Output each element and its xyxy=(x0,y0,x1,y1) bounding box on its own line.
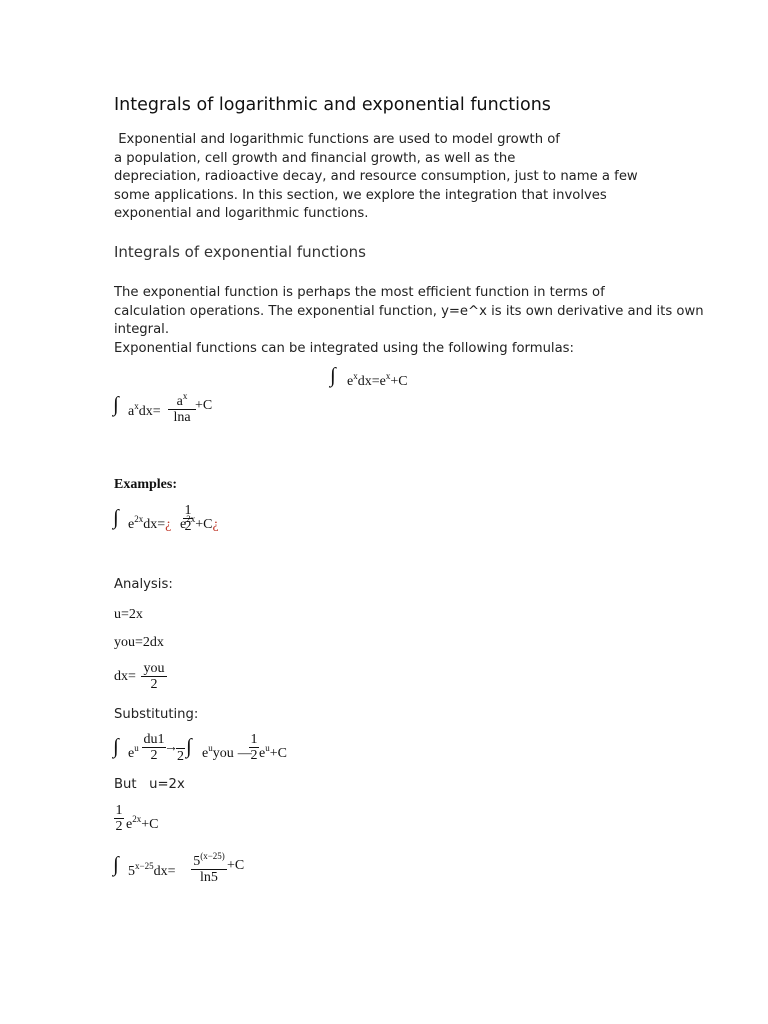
step-u: u=2x xyxy=(114,607,143,622)
fraction: $\frac{1}{2}$ xyxy=(184,503,192,534)
fraction: $\frac{5^{(x-25)}}{\ln 5}$ xyxy=(191,849,227,885)
section-line: integral. xyxy=(114,322,170,337)
step-dx-lhs: dx= xyxy=(114,669,136,684)
fraction: you 2 xyxy=(141,661,167,692)
section-line: Exponential functions can be integrated using the following formulas: xyxy=(114,340,574,356)
formula-ex-expression: $e^xdx=e^x+C$ xyxy=(347,371,408,389)
section-line: calculation operations. The exponential function, y=e^x is its own derivative and its own xyxy=(114,303,704,319)
examples-label: Examples: xyxy=(114,477,177,492)
fraction: 2 xyxy=(177,749,184,764)
integral-sign: ∫ xyxy=(113,734,119,758)
sub-rhs: $e^u+C$ xyxy=(259,743,287,761)
formula-ax-rhs: +C xyxy=(195,398,213,413)
intro-line: depreciation, radioactive decay, and resource consumption, just to name a few xyxy=(114,169,638,184)
integral-sign: ∫ xyxy=(330,363,336,387)
intro-line: some applications. In this section, we explore the integration that involves xyxy=(114,187,607,203)
section-heading: Integrals of exponential functions xyxy=(114,243,366,261)
intro-paragraph xyxy=(114,131,638,224)
fraction: $\frac{a^x}{\ln a}$ xyxy=(168,389,196,425)
integral-sign: ∫ xyxy=(113,505,119,529)
result-expression: $e^{2x}+C$ xyxy=(126,814,159,832)
example-2-rhs: +C xyxy=(227,858,245,873)
fraction: $\frac{du1}{2}$ xyxy=(143,732,165,763)
analysis-label: Analysis: xyxy=(114,577,173,592)
intro-line: Exponential and logarithmic functions are used to model growth of xyxy=(114,132,560,147)
integral-sign: ∫ xyxy=(113,392,119,416)
example-1-rhs: $e^{2x}+C¿$ xyxy=(180,514,219,532)
intro-line: a population, cell growth and financial growth, as well as the xyxy=(114,150,516,166)
formula-ax-lhs: $a^xdx=$ xyxy=(128,401,161,419)
section-line: The exponential function is perhaps the most efficient function in terms of xyxy=(114,285,605,300)
integral-sign: ∫ xyxy=(113,852,119,876)
but-line: But u=2x xyxy=(114,777,185,792)
sub-middle: $e^uyou$ — xyxy=(202,743,252,761)
sub-arrow: → xyxy=(164,740,178,755)
fraction: $\frac{1}{2}$ xyxy=(250,732,258,763)
example-1-lhs: $e^{2x}dx=¿$ xyxy=(128,514,172,532)
section-paragraph xyxy=(114,284,704,358)
example-2-lhs: $5^{x-25}dx=$ xyxy=(128,861,176,879)
page-title: Integrals of logarithmic and exponential functions xyxy=(114,95,551,115)
step-du: you=2dx xyxy=(114,635,164,650)
fraction: $\frac{1}{2}$ xyxy=(115,803,123,834)
sub-e: $e^u$ xyxy=(128,743,139,761)
substituting-label: Substituting: xyxy=(114,707,199,722)
intro-line: exponential and logarithmic functions. xyxy=(114,206,369,221)
integral-sign: ∫ xyxy=(186,734,192,758)
